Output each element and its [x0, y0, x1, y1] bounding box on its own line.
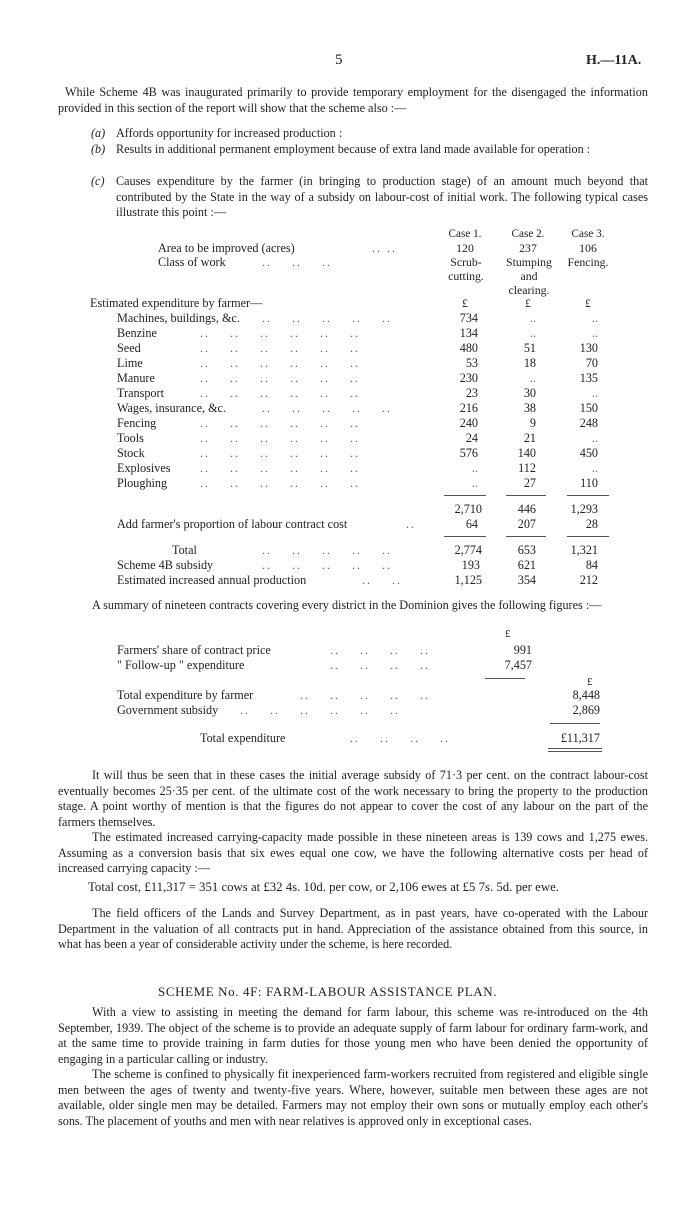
expenditure-value-case-3: 135 — [579, 371, 598, 385]
expenditure-value-case-2: 21 — [523, 431, 536, 445]
followup-value: 7,457 — [504, 658, 532, 672]
intro-paragraph: While Scheme 4B was inaugurated primarily to provide temporary employment for the disengaged the information provided in this section of the report will show that the scheme also :— — [58, 85, 648, 115]
class-case-3: Fencing. — [567, 255, 609, 269]
expenditure-value-case-3: 70 — [585, 356, 598, 370]
expenditure-value-case-3: .. — [591, 431, 598, 445]
area-label: Area to be improved (acres) — [158, 241, 295, 255]
expenditure-value-case-2: .. — [529, 371, 536, 385]
summary-currency-2: £ — [587, 676, 593, 688]
farmer-total-value: 8,448 — [572, 688, 600, 702]
subsidy-case-3: 84 — [585, 558, 598, 572]
page-number: 5 — [335, 52, 343, 68]
expenditure-value-case-3: .. — [591, 386, 598, 400]
expenditure-value-case-1: 734 — [459, 311, 478, 325]
expenditure-row-label: Tools — [117, 431, 144, 445]
production-label: Estimated increased annual production — [117, 573, 307, 587]
expenditure-value-case-1: 230 — [459, 371, 478, 385]
list-item-a: Affords opportunity for increased production : — [116, 126, 343, 140]
expenditure-value-case-1: 23 — [465, 386, 478, 400]
expenditure-value-case-2: 30 — [523, 386, 536, 400]
expenditure-value-case-2: .. — [529, 311, 536, 325]
farmers-share-value: 991 — [513, 643, 532, 657]
labour-label: Add farmer's proportion of labour contract cost — [117, 517, 348, 531]
expenditure-value-case-1: 576 — [459, 446, 478, 460]
expenditure-value-case-3: 450 — [579, 446, 598, 460]
expenditure-value-case-1: 216 — [459, 401, 478, 415]
expenditure-value-case-1: .. — [471, 461, 478, 475]
labour-case-2: 207 — [517, 517, 536, 531]
expenditure-row-label: Manure — [117, 371, 155, 385]
scheme-4f-paragraph-2: The scheme is confined to physically fit inexperienced farm-workers recruited from registered and eligible single men between the ages of twenty and twenty-five years. Where, however, suitable men between these ages are not available, older single men may be detailed. Farmers may not employ their own sons or mutually employ each other's sons. The placement of youths and men with near relatives is approved only in exceptional cases. — [58, 1067, 648, 1128]
list-item-b-mark: (b) — [91, 142, 106, 156]
document-reference: H.—11A. — [586, 53, 642, 68]
expenditure-row-label: Explosives — [117, 461, 171, 475]
analysis-paragraph-3: The field officers of the Lands and Survey Department, as in past years, have co-operated with the Labour Department in the valuation of all contracts put in hand. Appreciation of the assistance obtained from this source, in what has been a year of considerable activity under the scheme, is here recorded. — [58, 906, 648, 951]
expenditure-value-case-2: 51 — [523, 341, 536, 355]
scheme-4f-paragraph-1: With a view to assisting in meeting the demand for farm labour, this scheme was re-introduced on the 4th September, 1939. The object of the scheme is to provide an adequate supply of farm labour for ordinary farm-work, and at the same time to provide training in farm duties for those young men who have been denied the opportunity of engaging in a particular calling or industry. — [58, 1005, 648, 1066]
expenditure-value-case-3: .. — [591, 311, 598, 325]
total-label: Total — [172, 543, 197, 557]
expenditure-value-case-2: 9 — [529, 416, 536, 430]
followup-label: " Follow-up " expenditure — [117, 658, 245, 672]
class-case-1: Scrub- cutting. — [448, 255, 484, 283]
list-item-c-mark: (c) — [91, 174, 105, 188]
farmer-total-label: Total expenditure by farmer — [117, 688, 254, 702]
production-case-1: 1,125 — [454, 573, 482, 587]
expenditure-row-label: Seed — [117, 341, 141, 355]
currency-case-1: £ — [462, 296, 468, 310]
area-case-2: 237 — [519, 241, 537, 255]
list-item-c: Causes expenditure by the farmer (in bringing to production stage) of an amount much beyond that contributed by the State in the way of a subsidy on labour-cost of initial work. The following typical cases illustrate this point :— — [116, 174, 648, 219]
class-label: Class of work — [158, 255, 226, 269]
grand-total-value: £11,317 — [560, 731, 600, 745]
expenditure-value-case-2: 38 — [523, 401, 536, 415]
case-1-header: Case 1. — [448, 228, 482, 240]
expenditure-value-case-2: .. — [529, 326, 536, 340]
expenditure-value-case-3: 150 — [579, 401, 598, 415]
grand-total-label: Total expenditure — [200, 731, 286, 745]
summary-currency-1: £ — [505, 628, 511, 640]
subtotal-case-2: 446 — [517, 502, 536, 516]
farmers-share-label: Farmers' share of contract price — [117, 643, 271, 657]
expenditure-value-case-3: 248 — [579, 416, 598, 430]
area-case-1: 120 — [456, 241, 474, 255]
list-item-a-mark: (a) — [91, 126, 106, 140]
expenditure-value-case-3: .. — [591, 461, 598, 475]
total-case-3: 1,321 — [570, 543, 598, 557]
expenditure-value-case-3: .. — [591, 326, 598, 340]
labour-case-1: 64 — [465, 517, 478, 531]
expenditure-value-case-3: 110 — [580, 476, 598, 490]
total-case-1: 2,774 — [454, 543, 482, 557]
subsidy-case-2: 621 — [517, 558, 536, 572]
expenditure-value-case-2: 27 — [523, 476, 536, 490]
currency-case-2: £ — [525, 296, 531, 310]
expenditure-value-case-1: 240 — [459, 416, 478, 430]
subsidy-case-1: 193 — [461, 558, 480, 572]
analysis-paragraph-2: The estimated increased carrying-capacity made possible in these nineteen areas is 139 cows and 1,275 ewes. Assuming as a conversion basis that six ewes equal one cow, we have the following alternative costs per head of increased carrying capacity :— — [58, 830, 648, 875]
expenditure-row-label: Wages, insurance, &c. — [117, 401, 227, 415]
expenditure-row-label: Stock — [117, 446, 145, 460]
summary-paragraph: A summary of nineteen contracts covering every district in the Dominion gives the following figures :— — [92, 598, 602, 612]
currency-case-3: £ — [585, 296, 591, 310]
expenditure-value-case-1: 53 — [465, 356, 478, 370]
case-2-header: Case 2. — [511, 228, 545, 240]
expenditure-row-label: Fencing — [117, 416, 157, 430]
labour-case-3: 28 — [585, 517, 598, 531]
scheme-4f-heading: SCHEME No. 4F: FARM-LABOUR ASSISTANCE PLAN. — [158, 984, 498, 999]
expenditure-value-case-1: .. — [471, 476, 478, 490]
expenditure-row-label: Benzine — [117, 326, 157, 340]
expenditure-value-case-1: 134 — [459, 326, 478, 340]
analysis-paragraph-1: It will thus be seen that in these cases the initial average subsidy of 71·3 per cent. on the contract labour-cost eventually becomes 25·35 per cent. of the ultimate cost of the work necessary to bring the property to the production stage. A point worthy of mention is that the figures do not appear to cover the cost of any labour on the part of the farmers themselves. — [58, 768, 648, 829]
total-case-2: 653 — [517, 543, 536, 557]
expenditure-value-case-2: 18 — [523, 356, 536, 370]
expenditure-value-case-1: 24 — [465, 431, 478, 445]
expenditure-value-case-2: 112 — [518, 461, 536, 475]
expenditure-row-label: Lime — [117, 356, 143, 370]
expenditure-row-label: Ploughing — [117, 476, 168, 490]
case-3-header: Case 3. — [571, 228, 605, 240]
cost-formula: Total cost, £11,317 = 351 cows at £32 4s. 10d. per cow, or 2,106 ewes at £5 7s. 5d. per ewe. — [88, 880, 559, 894]
expenditure-value-case-3: 130 — [579, 341, 598, 355]
subsidy-label: Scheme 4B subsidy — [117, 558, 214, 572]
production-case-2: 354 — [517, 573, 536, 587]
expenditure-row-label: Machines, buildings, &c. — [117, 311, 240, 325]
government-subsidy-value: 2,869 — [572, 703, 600, 717]
production-case-3: 212 — [579, 573, 598, 587]
government-subsidy-label: Government subsidy — [117, 703, 219, 717]
class-case-2: Stumping and clearing. — [506, 255, 552, 297]
expenditure-row-label: Transport — [117, 386, 164, 400]
list-item-b: Results in additional permanent employment because of extra land made available for operation : — [116, 142, 591, 156]
subtotal-case-3: 1,293 — [570, 502, 598, 516]
expenditure-value-case-2: 140 — [517, 446, 536, 460]
subtotal-case-1: 2,710 — [454, 502, 482, 516]
expenditure-value-case-1: 480 — [459, 341, 478, 355]
area-case-3: 106 — [579, 241, 597, 255]
expenditure-label: Estimated expenditure by farmer— — [90, 296, 263, 310]
